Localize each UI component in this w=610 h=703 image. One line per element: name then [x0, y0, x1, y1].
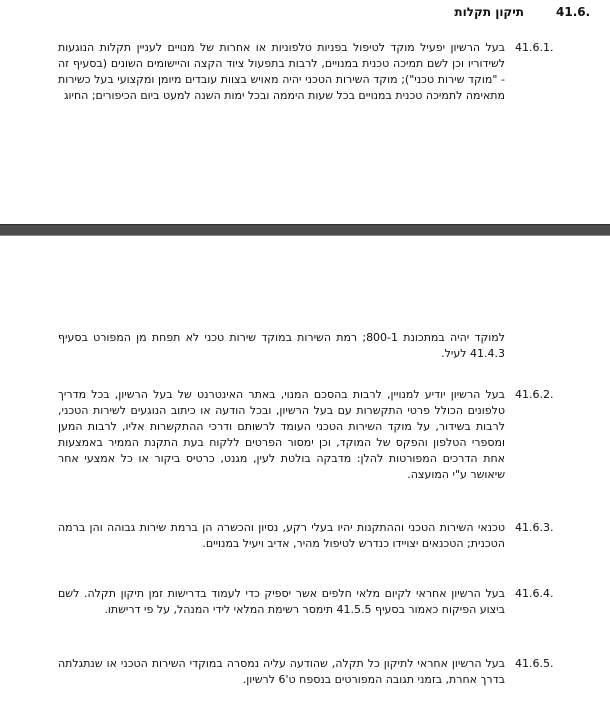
- clause-number: 41.6.2.: [515, 388, 554, 401]
- clause-number: 41.6.3.: [515, 521, 554, 534]
- page-separator: [0, 224, 610, 236]
- page-bottom: [0, 236, 610, 703]
- clause-number: 41.6.5.: [515, 657, 554, 670]
- section-number: 41.6.: [556, 5, 591, 19]
- clause-text: טכנאי השירות הטכני וההתקנות יהיו בעלי רקע, נסיון והכשרה הן ברמת שירות גבוהה והן ברמה הטכנית; הטכנאים יצויידו כנדרש לטיפול מהיר, אדיב ויעיל במנויים.: [58, 521, 505, 550]
- section-title: תיקון תקלות: [454, 5, 524, 19]
- clause-text: בעל הרשיון אחראי לקיום מלאי חלפים אשר יספיק כדי לעמוד בדרישות זמן תיקון תקלה. לשם ביצוע הפיקוח כאמור בסעיף 41.5.5 תימסר רשימת המלאי לידי המנהל, על פי דרישתו.: [58, 587, 505, 616]
- clause-number: 41.6.4.: [515, 587, 554, 600]
- clause-text: בעל הרשיון יפעיל מוקד לטיפול בפניות טלפוניות או אחרות של מנויים לעניין תקלות הנוגעות לשידוריו וכן לשם תמיכה טכנית במנויים, לרבות בתפעול ציוד הקצה והיישומים השונים (בסעיף זה - "מוקד שירות טכני"); מוקד השירות הטכני יהיה מאויש בצוות עובדים מיומן ומקצועי בעל כשירות מתאימה לתמיכה טכנית במנויים בכל שעות היממה ובכל ימות השנה למעט ביום הכיפורים; החיוג: [58, 41, 505, 102]
- clause-text: בעל הרשיון אחראי לתיקון כל תקלה, שהודעה עליה נמסרה במוקדי השירות הטכני או שנתגלתה בדרך אחרת, בזמני תגובה המפורטים בנספח ט'6 לרשיון.: [58, 657, 505, 686]
- clause-text: בעל הרשיון יודיע למנויין, לרבות בהסכם המנוי, באתר האינטרנט של בעל הרשיון, בכל מדריך טלפונים הכולל פרטי התקשרות עם בעל הרשיון, ובכל הודעה או כיתוב הנוגעים לשירות הטכני, לרבות בשידור, על מוקד השירות הטכני העומד לרשותם ודרכי ההתקשרות אליו, לרבות המען ומספרי הטלפון והפקס של המוקד, וכן ימסור הפרטים ללקוח בעת התקנת הממיר באמצעות אחת הדרכים המפורטות להלן: מדבקה בולטת לעין, מגנט, כרטיס ביקור או כל אמצעי אחר שיאושר ע"י המועצה.: [58, 388, 505, 481]
- page-top: [0, 0, 610, 224]
- clause-number: 41.6.1.: [515, 41, 554, 54]
- continuation-text: למוקד יהיה במתכונת 800-1; רמת השירות במוקד שירות טכני לא תפחת מן המפורט בסעיף 41.4.3 לעיל.: [58, 331, 505, 360]
